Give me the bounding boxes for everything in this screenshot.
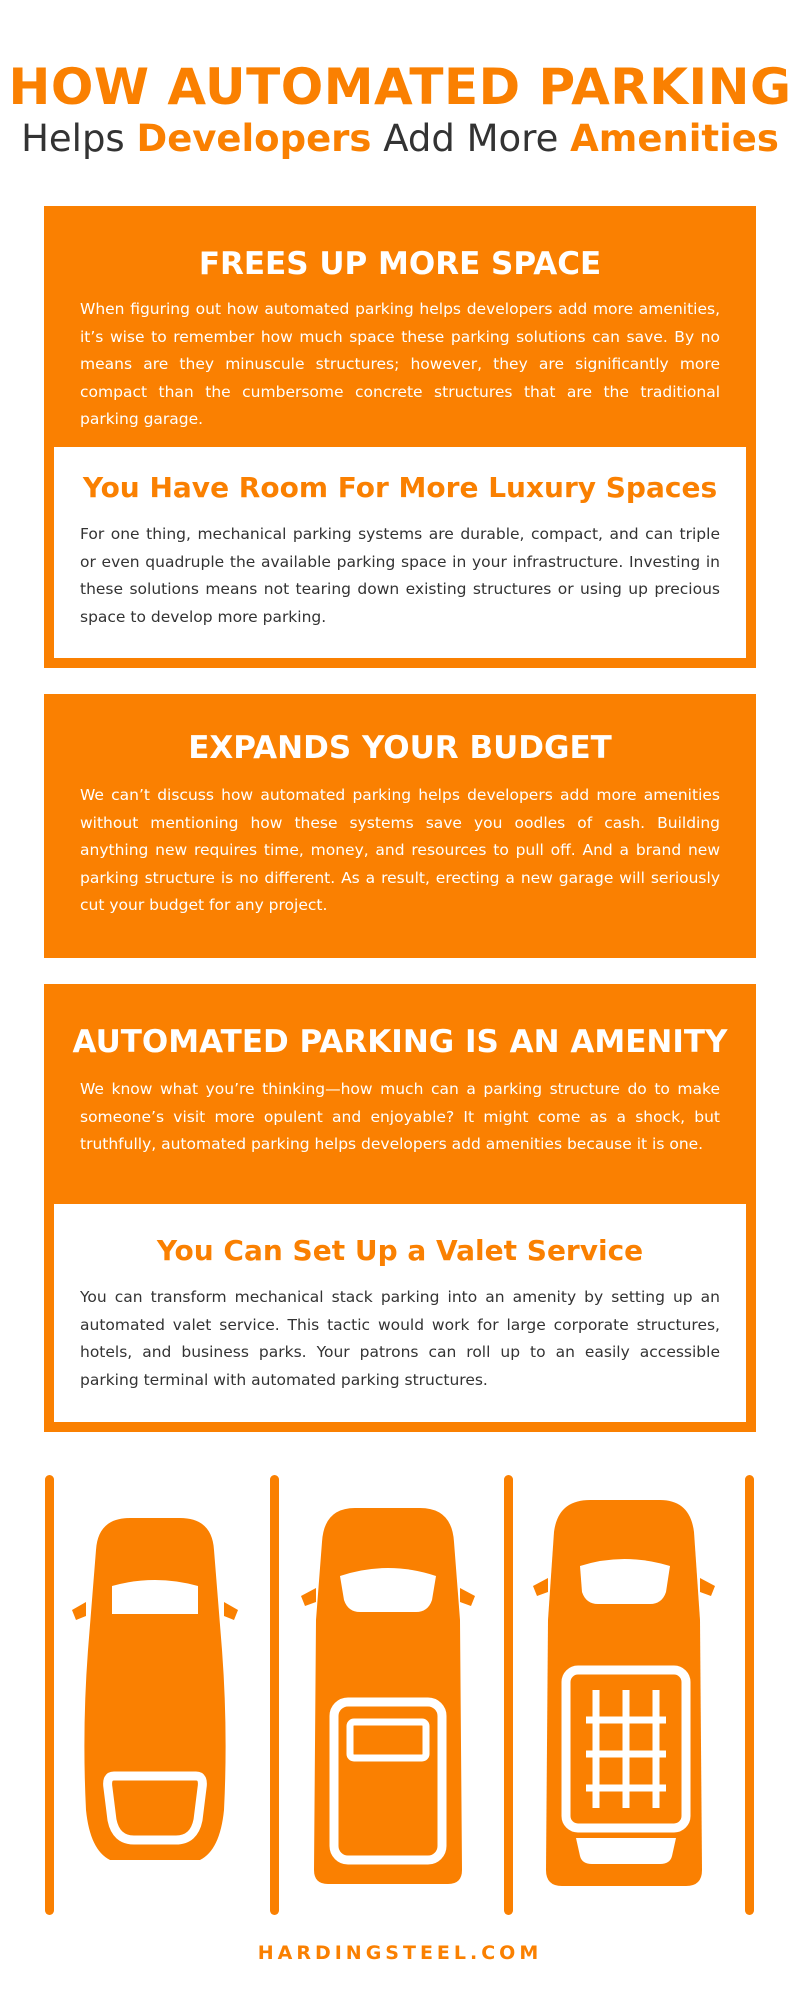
section-text: When figuring out how automated parking helps developers add more amenities, it’s wise to remember how much space these parking solutions can save. By no means are they minuscule structures; however, they are significantly more compact than the cumbersome concrete structures that are the traditional parking garage. — [80, 300, 720, 428]
subtitle-word-helps: Helps — [21, 117, 125, 160]
section-parking-is-amenity — [44, 984, 756, 1432]
subtitle-word-add-more: Add More — [383, 117, 559, 160]
page-header — [0, 58, 800, 164]
section-text: We know what you’re thinking—how much can a parking structure do to make someone’s visit more opulent and enjoyable? It might come as a shock, but truthfully, automated parking helps developers add amenities because it is one. — [80, 1080, 720, 1153]
section-text: We can’t discuss how automated parking helps developers add more amenities without mentioning how these systems save you oodles of cash. Building anything new requires time, money, and resources to pull off. And a brand new parking structure is no different. As a result, erecting a new garage will seriously cut your budget for any project. — [80, 786, 720, 914]
website-link[interactable]: HARDINGSTEEL.COM — [257, 1942, 543, 1964]
pickup-truck-icon — [301, 1508, 475, 1884]
section-title: EXPANDS YOUR BUDGET — [188, 730, 612, 766]
parking-line-icon — [504, 1475, 513, 1915]
subtitle-word-amenities: Amenities — [570, 117, 779, 160]
section-expands-budget — [44, 694, 756, 958]
section-title: AUTOMATED PARKING IS AN AMENITY — [72, 1024, 728, 1060]
cargo-truck-icon — [533, 1500, 715, 1886]
parking-line-icon — [45, 1475, 54, 1915]
subsection-luxury-spaces — [54, 447, 746, 658]
section-frees-up-space — [44, 206, 756, 668]
subsection-text: You can transform mechanical stack parking into an amenity by setting up an automated valet service. This tactic would work for large corporate structures, hotels, and business parks. Your patrons can roll up to an easily accessible parking terminal with automated parking structures. — [80, 1288, 720, 1389]
page-subtitle — [0, 114, 800, 164]
subsection-text: For one thing, mechanical parking systems are durable, compact, and can triple or even quadruple the available parking space in your infrastructure. Investing in these solutions means not tearing down existing structures or using up precious space to develop more parking. — [80, 525, 720, 626]
subsection-title: You Have Room For More Luxury Spaces — [82, 471, 718, 504]
subtitle-word-developers: Developers — [136, 117, 372, 160]
section-title: FREES UP MORE SPACE — [198, 246, 602, 282]
car-icon — [72, 1518, 238, 1860]
page-title: HOW AUTOMATED PARKING — [8, 58, 792, 116]
parking-line-icon — [745, 1475, 754, 1915]
subsection-title: You Can Set Up a Valet Service — [156, 1234, 644, 1267]
subsection-valet-service — [54, 1204, 746, 1422]
parking-illustration — [0, 1470, 800, 1920]
parking-line-icon — [270, 1475, 279, 1915]
